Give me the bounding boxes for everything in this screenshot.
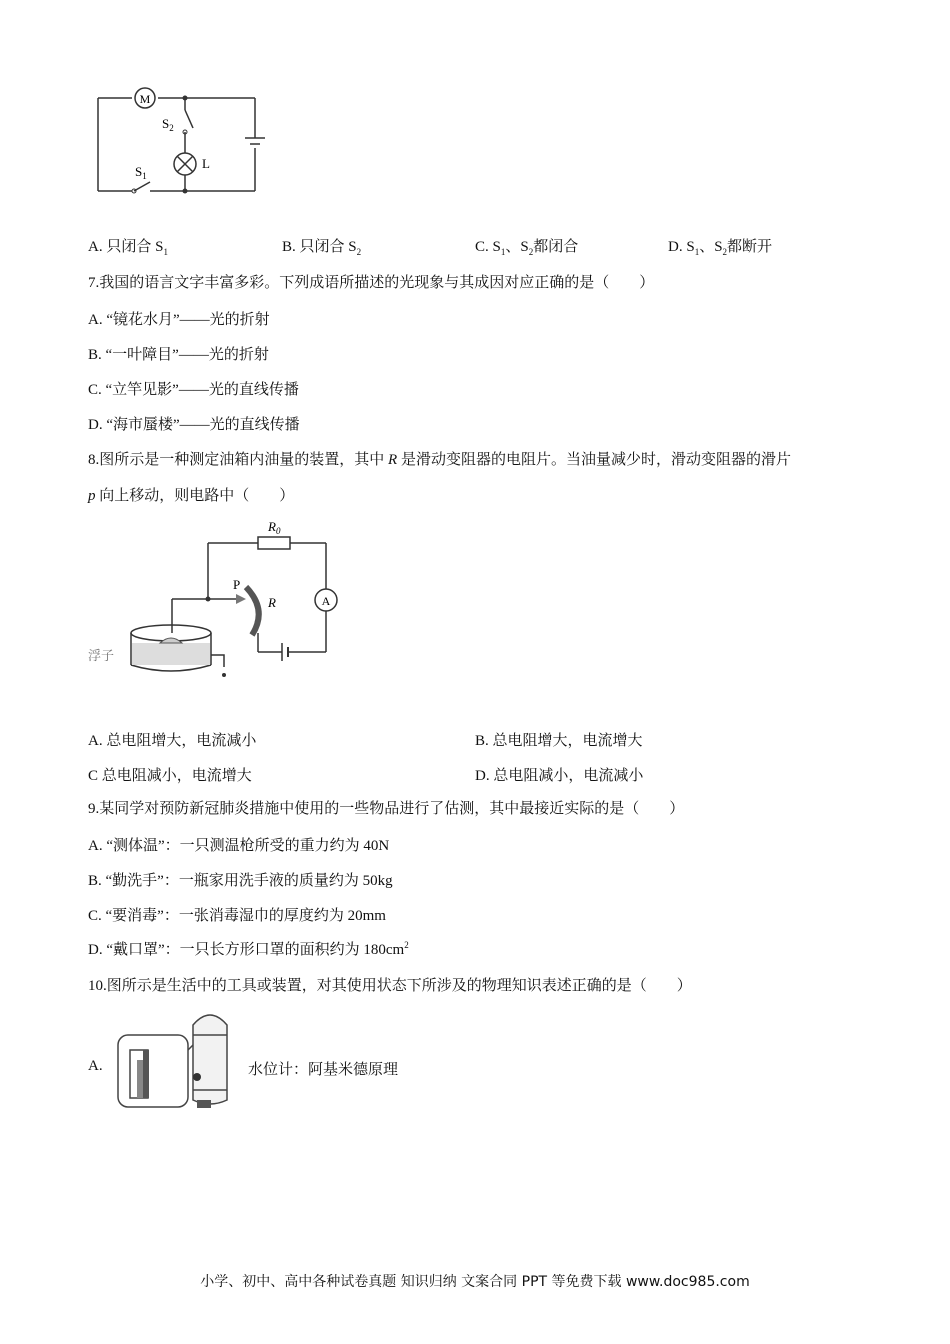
q10-option-a-label: A. — [88, 1058, 103, 1074]
q9-option-b: B. “勤洗手”：一瓶家用洗手液的质量约为 50kg — [88, 873, 393, 889]
q8-option-b: B. 总电阻增大，电流增大 — [475, 733, 643, 749]
q7-option-c: C. “立竿见影”——光的直线传播 — [88, 382, 299, 398]
q10-option-a-text: 水位计：阿基米德原理 — [248, 1062, 399, 1078]
q8-option-a: A. 总电阻增大，电流减小 — [88, 733, 257, 749]
q7-option-a: A. “镜花水月”——光的折射 — [88, 312, 270, 328]
switch2-label: $S_2$ — [162, 116, 174, 133]
circuit-figure-motor-lamp — [90, 80, 280, 200]
q6-option-a: A. 只闭合 $S_1$ — [88, 239, 168, 257]
q9-stem: 9.某同学对预防新冠肺炎措施中使用的一些物品进行了估测，其中最接近实际的是（ ） — [88, 801, 685, 817]
q8-stem-line1: 8.图所示是一种测定油箱内油量的装置，其中 R 是滑动变阻器的电阻片。当油量减少时，滑动变阻器的滑片 — [88, 452, 791, 468]
q10-stem: 10.图所示是生活中的工具或装置，对其使用状态下所涉及的物理知识表述正确的是（ ） — [88, 978, 692, 994]
page-footer: 小学、初中、高中各种试卷真题 知识归纳 文案合同 PPT 等免费下载 www.doc985.com — [200, 1274, 750, 1290]
ammeter-label: A — [321, 594, 331, 608]
q7-option-b: B. “一叶障目”——光的折射 — [88, 347, 269, 363]
slider-p-label: P — [233, 577, 241, 592]
water-heater-figure — [115, 1005, 240, 1115]
q9-option-c: C. “要消毒”：一张消毒湿巾的厚度约为 20mm — [88, 908, 386, 924]
q6-option-d: D. $S_1$、$S_2$都断开 — [668, 239, 773, 257]
resistor-r-label: R — [268, 595, 276, 610]
q7-stem: 7.我国的语言文字丰富多彩。下列成语所描述的光现象与其成因对应正确的是（ ） — [88, 275, 655, 291]
q8-option-d: D. 总电阻减小，电流减小 — [475, 768, 644, 784]
q9-option-a: A. “测体温”：一只测温枪所受的重力约为 40N — [88, 838, 390, 854]
switch1-label: $S_1$ — [135, 164, 147, 181]
oil-gauge-figure — [86, 515, 346, 690]
q6-option-b: B. 只闭合 $S_2$ — [282, 239, 362, 257]
q8-stem-line2: p 向上移动，则电路中（ ） — [88, 488, 295, 504]
motor-label: M — [139, 92, 151, 106]
q6-option-c: C. $S_1$、$S_2$都闭合 — [475, 239, 579, 257]
q8-option-c: C 总电阻减小，电流增大 — [88, 768, 252, 784]
q7-option-d: D. “海市蜃楼”——光的直线传播 — [88, 417, 300, 433]
q9-option-d: D. “戴口罩”：一只长方形口罩的面积约为 $180cm^2$ — [88, 940, 409, 958]
lamp-label: L — [202, 156, 210, 171]
r0-label: $R_0$ — [268, 519, 281, 536]
float-label: 浮子 — [88, 649, 115, 664]
